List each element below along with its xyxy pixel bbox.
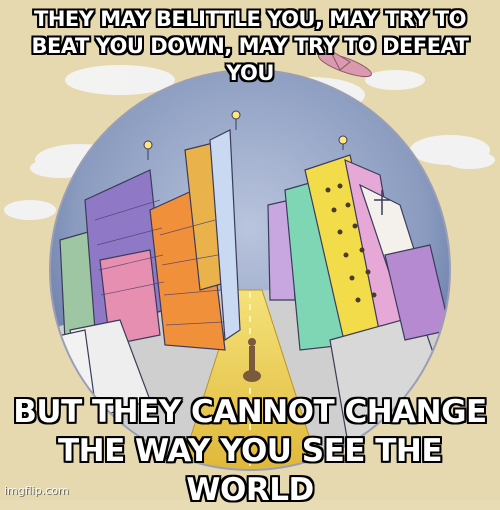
bottom-caption: BUT THEY CANNOT CHANGE THE WAY YOU SEE THE WORLD [13,394,487,508]
top-caption: THEY MAY BELITTLE YOU, MAY TRY TO BEAT YOU DOWN, MAY TRY TO DEFEAT YOU [31,7,469,85]
imgflip-watermark[interactable]: imgflip.com [4,484,69,497]
